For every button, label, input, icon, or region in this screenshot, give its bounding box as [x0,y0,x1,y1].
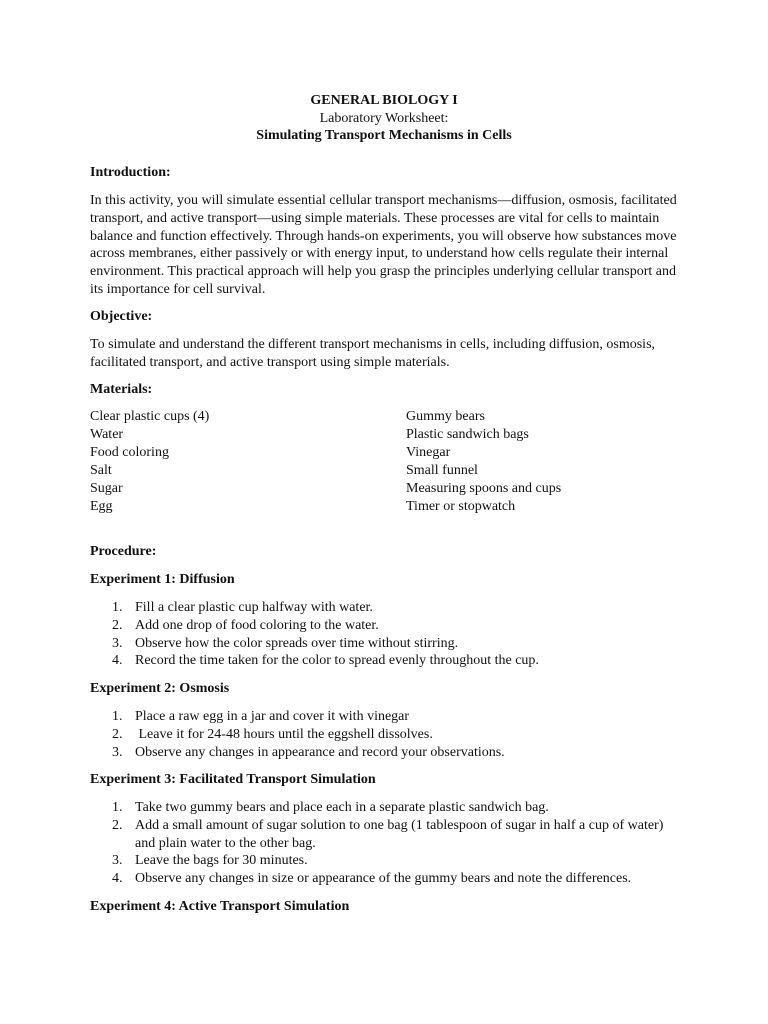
procedure-step: 1. Fill a clear plastic cup halfway with water. [112,600,373,615]
course-title: GENERAL BIOLOGY I [310,93,458,108]
introduction-heading: Introduction: [90,165,171,180]
experiment-4-title: Experiment 4: Active Transport Simulation [90,899,350,914]
procedure-step: 2. Leave it for 24-48 hours until the eggshell dissolves. [112,726,433,742]
worksheet-title: Simulating Transport Mechanisms in Cells [256,128,512,143]
experiment-2-steps [90,708,680,761]
material-item: Plastic sandwich bags [406,426,529,442]
procedure-heading: Procedure: [90,544,157,559]
worksheet-subtitle: Laboratory Worksheet: [319,110,449,126]
experiment-3-steps [90,799,680,888]
objective-line: To simulate and understand the different transport mechanisms in cells, including diffusion, osmosis, [90,337,656,352]
procedure-step: 1. Take two gummy bears and place each in a separate plastic sandwich bag. [112,800,549,815]
material-item: Vinegar [406,444,451,460]
procedure-step: 1. Place a raw egg in a jar and cover it with vinegar [112,709,410,724]
procedure-step: 2. Add a small amount of sugar solution to one bag (1 tablespoon of sugar in half a cup of water) and plain water to the other bag. [112,817,664,851]
experiment-2-title: Experiment 2: Osmosis [90,681,230,696]
introduction-line: its importance for cell survival. [90,281,266,297]
material-item: Sugar [90,480,123,496]
material-item: Egg [90,498,113,514]
experiment-3-title: Experiment 3: Facilitated Transport Simulation [90,772,376,787]
procedure-step: 4. Record the time taken for the color to spread evenly throughout the cup. [112,653,539,669]
material-item: Timer or stopwatch [406,498,516,514]
procedure-step: 3. Observe how the color spreads over time without stirring. [112,635,459,651]
experiment-1-title: Experiment 1: Diffusion [90,572,235,587]
materials-heading: Materials: [90,382,153,397]
procedure-step: 4. Observe any changes in size or appearance of the gummy bears and note the differences. [112,871,632,887]
material-item: Measuring spoons and cups [406,480,562,496]
procedure-step: 3. Observe any changes in appearance and record your observations. [112,744,505,760]
objective-paragraph [90,336,680,372]
introduction-line: In this activity, you will simulate essential cellular transport mechanisms—diffusion, osmosis, facilitated [90,193,677,208]
material-item: Small funnel [406,462,478,478]
introduction-line: environment. This practical approach will help you grasp the principles underlying cellular transport and [90,264,677,280]
material-item: Salt [90,462,112,478]
material-item: Gummy bears [406,409,485,424]
introduction-paragraph [90,192,680,299]
experiment-1-steps [90,599,680,670]
introduction-line: across membranes, either passively or with energy input, to understand how cells regulate their internal [90,246,669,262]
procedure-step: 2. Add one drop of food coloring to the water. [112,617,379,633]
introduction-line: balance and function effectively. Through hands-on experiments, you will observe how substances move [90,228,677,244]
materials-left-column [90,408,209,515]
material-item: Clear plastic cups (4) [90,409,210,424]
materials-right-column [406,408,561,515]
material-item: Water [90,426,124,442]
material-item: Food coloring [90,444,169,460]
procedure-step: 3. Leave the bags for 30 minutes. [112,853,308,869]
objective-line: facilitated transport, and active transport using simple materials. [90,354,450,370]
objective-heading: Objective: [90,309,153,324]
introduction-line: transport, and active transport—using simple materials. These processes are vital for cells to maintain [90,210,660,226]
document-header [0,92,768,145]
